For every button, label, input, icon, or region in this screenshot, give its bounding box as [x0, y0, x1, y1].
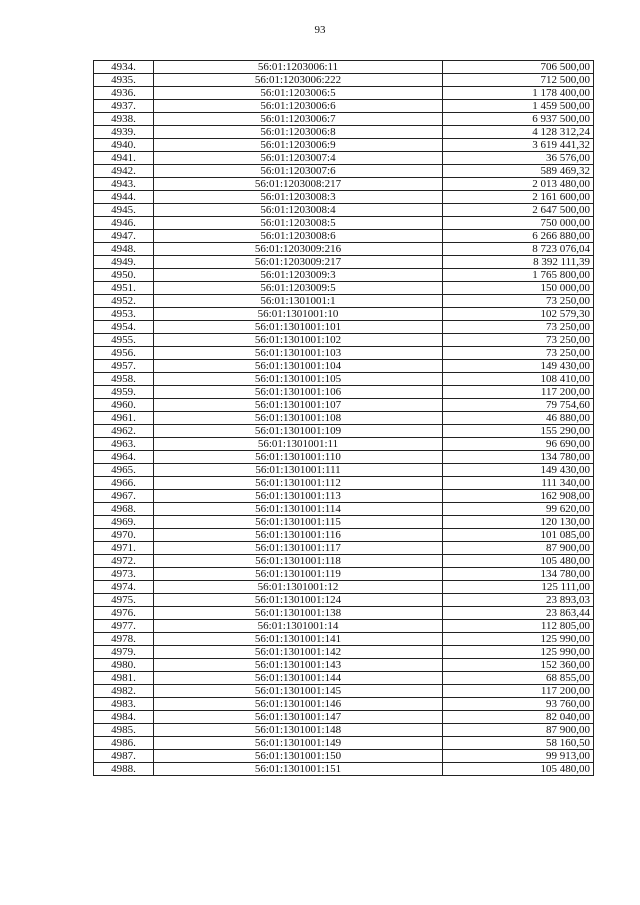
cadastral-value-cell: 23 893,03	[443, 594, 594, 607]
row-number-cell: 4977.	[94, 620, 154, 633]
cadastral-number-cell: 56:01:1301001:1	[154, 295, 443, 308]
table-row	[94, 386, 594, 399]
table-row	[94, 230, 594, 243]
cadastral-value-cell: 712 500,00	[443, 74, 594, 87]
cadastral-value-cell: 149 430,00	[443, 360, 594, 373]
row-number-cell: 4935.	[94, 74, 154, 87]
row-number-cell: 4960.	[94, 399, 154, 412]
table-row	[94, 451, 594, 464]
cadastral-number-cell: 56:01:1301001:116	[154, 529, 443, 542]
cadastral-value-cell: 2 161 600,00	[443, 191, 594, 204]
cadastral-value-cell: 23 863,44	[443, 607, 594, 620]
cadastral-number-cell: 56:01:1301001:124	[154, 594, 443, 607]
table-row	[94, 360, 594, 373]
table-row	[94, 425, 594, 438]
cadastral-number-cell: 56:01:1301001:143	[154, 659, 443, 672]
cadastral-value-cell: 134 780,00	[443, 451, 594, 464]
cadastral-number-cell: 56:01:1203006:7	[154, 113, 443, 126]
table-row	[94, 633, 594, 646]
table-row	[94, 308, 594, 321]
table-row	[94, 568, 594, 581]
cadastral-number-cell: 56:01:1301001:110	[154, 451, 443, 464]
row-number-cell: 4937.	[94, 100, 154, 113]
table-row	[94, 191, 594, 204]
cadastral-number-cell: 56:01:1203008:3	[154, 191, 443, 204]
row-number-cell: 4970.	[94, 529, 154, 542]
cadastral-value-cell: 73 250,00	[443, 321, 594, 334]
cadastral-number-cell: 56:01:1203008:217	[154, 178, 443, 191]
table-row	[94, 100, 594, 113]
cadastral-value-cell: 117 200,00	[443, 386, 594, 399]
cadastral-value-cell: 2 013 480,00	[443, 178, 594, 191]
row-number-cell: 4980.	[94, 659, 154, 672]
cadastral-number-cell: 56:01:1301001:111	[154, 464, 443, 477]
cadastral-number-cell: 56:01:1301001:148	[154, 724, 443, 737]
page-number: 93	[314, 24, 326, 36]
row-number-cell: 4981.	[94, 672, 154, 685]
table-row	[94, 399, 594, 412]
cadastral-value-cell: 125 990,00	[443, 646, 594, 659]
row-number-cell: 4955.	[94, 334, 154, 347]
cadastral-number-cell: 56:01:1203006:5	[154, 87, 443, 100]
cadastral-number-cell: 56:01:1203009:3	[154, 269, 443, 282]
cadastral-value-cell: 79 754,60	[443, 399, 594, 412]
row-number-cell: 4956.	[94, 347, 154, 360]
cadastral-value-cell: 108 410,00	[443, 373, 594, 386]
cadastral-number-cell: 56:01:1203009:217	[154, 256, 443, 269]
cadastral-value-cell: 68 855,00	[443, 672, 594, 685]
cadastral-number-cell: 56:01:1301001:106	[154, 386, 443, 399]
row-number-cell: 4987.	[94, 750, 154, 763]
table-row	[94, 438, 594, 451]
table-row	[94, 607, 594, 620]
table-row	[94, 464, 594, 477]
table-row	[94, 61, 594, 74]
row-number-cell: 4950.	[94, 269, 154, 282]
cadastral-value-table	[93, 60, 594, 776]
table-row	[94, 529, 594, 542]
table-row	[94, 373, 594, 386]
row-number-cell: 4963.	[94, 438, 154, 451]
cadastral-number-cell: 56:01:1301001:11	[154, 438, 443, 451]
row-number-cell: 4966.	[94, 477, 154, 490]
cadastral-value-cell: 6 937 500,00	[443, 113, 594, 126]
cadastral-number-cell: 56:01:1203008:4	[154, 204, 443, 217]
cadastral-value-cell: 162 908,00	[443, 490, 594, 503]
table-row	[94, 698, 594, 711]
cadastral-value-cell: 8 392 111,39	[443, 256, 594, 269]
cadastral-value-cell: 750 000,00	[443, 217, 594, 230]
row-number-cell: 4941.	[94, 152, 154, 165]
cadastral-number-cell: 56:01:1203007:6	[154, 165, 443, 178]
cadastral-value-cell: 82 040,00	[443, 711, 594, 724]
cadastral-number-cell: 56:01:1301001:12	[154, 581, 443, 594]
cadastral-number-cell: 56:01:1301001:151	[154, 763, 443, 776]
row-number-cell: 4988.	[94, 763, 154, 776]
row-number-cell: 4958.	[94, 373, 154, 386]
cadastral-number-cell: 56:01:1301001:101	[154, 321, 443, 334]
cadastral-number-cell: 56:01:1301001:108	[154, 412, 443, 425]
row-number-cell: 4984.	[94, 711, 154, 724]
cadastral-value-cell: 102 579,30	[443, 308, 594, 321]
table-row	[94, 347, 594, 360]
cadastral-value-cell: 99 620,00	[443, 503, 594, 516]
row-number-cell: 4957.	[94, 360, 154, 373]
cadastral-value-cell: 134 780,00	[443, 568, 594, 581]
table-row	[94, 711, 594, 724]
table-row	[94, 87, 594, 100]
cadastral-value-cell: 155 290,00	[443, 425, 594, 438]
cadastral-number-cell: 56:01:1301001:113	[154, 490, 443, 503]
cadastral-number-cell: 56:01:1203006:8	[154, 126, 443, 139]
cadastral-number-cell: 56:01:1203006:222	[154, 74, 443, 87]
row-number-cell: 4940.	[94, 139, 154, 152]
cadastral-number-cell: 56:01:1301001:10	[154, 308, 443, 321]
table-row	[94, 243, 594, 256]
table-row	[94, 269, 594, 282]
table-row	[94, 74, 594, 87]
row-number-cell: 4951.	[94, 282, 154, 295]
table-row	[94, 178, 594, 191]
row-number-cell: 4985.	[94, 724, 154, 737]
cadastral-value-cell: 1 178 400,00	[443, 87, 594, 100]
table-row	[94, 139, 594, 152]
cadastral-value-cell: 1 459 500,00	[443, 100, 594, 113]
row-number-cell: 4948.	[94, 243, 154, 256]
cadastral-number-cell: 56:01:1203008:5	[154, 217, 443, 230]
table-row	[94, 672, 594, 685]
cadastral-value-cell: 87 900,00	[443, 724, 594, 737]
row-number-cell: 4965.	[94, 464, 154, 477]
row-number-cell: 4938.	[94, 113, 154, 126]
row-number-cell: 4978.	[94, 633, 154, 646]
table-row	[94, 477, 594, 490]
cadastral-value-cell: 1 765 800,00	[443, 269, 594, 282]
cadastral-number-cell: 56:01:1301001:144	[154, 672, 443, 685]
cadastral-number-cell: 56:01:1301001:107	[154, 399, 443, 412]
row-number-cell: 4986.	[94, 737, 154, 750]
table-row	[94, 555, 594, 568]
table-row	[94, 581, 594, 594]
cadastral-value-cell: 105 480,00	[443, 555, 594, 568]
cadastral-number-cell: 56:01:1203008:6	[154, 230, 443, 243]
cadastral-number-cell: 56:01:1301001:142	[154, 646, 443, 659]
row-number-cell: 4939.	[94, 126, 154, 139]
cadastral-number-cell: 56:01:1301001:119	[154, 568, 443, 581]
table-row	[94, 620, 594, 633]
cadastral-number-cell: 56:01:1301001:145	[154, 685, 443, 698]
cadastral-number-cell: 56:01:1301001:150	[154, 750, 443, 763]
table-row	[94, 737, 594, 750]
cadastral-value-cell: 111 340,00	[443, 477, 594, 490]
row-number-cell: 4943.	[94, 178, 154, 191]
table-row	[94, 685, 594, 698]
cadastral-value-cell: 3 619 441,32	[443, 139, 594, 152]
cadastral-number-cell: 56:01:1301001:109	[154, 425, 443, 438]
cadastral-value-cell: 58 160,50	[443, 737, 594, 750]
row-number-cell: 4972.	[94, 555, 154, 568]
cadastral-number-cell: 56:01:1301001:149	[154, 737, 443, 750]
row-number-cell: 4983.	[94, 698, 154, 711]
cadastral-number-cell: 56:01:1301001:138	[154, 607, 443, 620]
cadastral-value-cell: 8 723 076,04	[443, 243, 594, 256]
row-number-cell: 4969.	[94, 516, 154, 529]
cadastral-number-cell: 56:01:1301001:141	[154, 633, 443, 646]
cadastral-value-cell: 93 760,00	[443, 698, 594, 711]
cadastral-value-cell: 149 430,00	[443, 464, 594, 477]
row-number-cell: 4942.	[94, 165, 154, 178]
table-row	[94, 256, 594, 269]
cadastral-value-cell: 117 200,00	[443, 685, 594, 698]
cadastral-value-cell: 125 990,00	[443, 633, 594, 646]
cadastral-value-cell: 46 880,00	[443, 412, 594, 425]
table-body	[94, 61, 594, 776]
cadastral-value-cell: 589 469,32	[443, 165, 594, 178]
cadastral-number-cell: 56:01:1203007:4	[154, 152, 443, 165]
row-number-cell: 4964.	[94, 451, 154, 464]
table-row	[94, 217, 594, 230]
cadastral-number-cell: 56:01:1301001:115	[154, 516, 443, 529]
row-number-cell: 4974.	[94, 581, 154, 594]
table-row	[94, 659, 594, 672]
cadastral-number-cell: 56:01:1301001:114	[154, 503, 443, 516]
cadastral-value-cell: 125 111,00	[443, 581, 594, 594]
row-number-cell: 4976.	[94, 607, 154, 620]
row-number-cell: 4953.	[94, 308, 154, 321]
table-row	[94, 334, 594, 347]
cadastral-value-cell: 112 805,00	[443, 620, 594, 633]
table-row	[94, 165, 594, 178]
row-number-cell: 4944.	[94, 191, 154, 204]
row-number-cell: 4936.	[94, 87, 154, 100]
cadastral-value-cell: 73 250,00	[443, 334, 594, 347]
row-number-cell: 4968.	[94, 503, 154, 516]
row-number-cell: 4962.	[94, 425, 154, 438]
cadastral-number-cell: 56:01:1203006:11	[154, 61, 443, 74]
table-row	[94, 126, 594, 139]
row-number-cell: 4967.	[94, 490, 154, 503]
cadastral-value-cell: 105 480,00	[443, 763, 594, 776]
table-row	[94, 646, 594, 659]
row-number-cell: 4934.	[94, 61, 154, 74]
cadastral-value-cell: 99 913,00	[443, 750, 594, 763]
row-number-cell: 4945.	[94, 204, 154, 217]
cadastral-value-cell: 120 130,00	[443, 516, 594, 529]
table-row	[94, 113, 594, 126]
row-number-cell: 4959.	[94, 386, 154, 399]
table-row	[94, 750, 594, 763]
cadastral-number-cell: 56:01:1301001:118	[154, 555, 443, 568]
table-row	[94, 724, 594, 737]
row-number-cell: 4979.	[94, 646, 154, 659]
cadastral-number-cell: 56:01:1301001:112	[154, 477, 443, 490]
table-row	[94, 763, 594, 776]
row-number-cell: 4971.	[94, 542, 154, 555]
table-row	[94, 282, 594, 295]
cadastral-number-cell: 56:01:1301001:102	[154, 334, 443, 347]
cadastral-number-cell: 56:01:1203009:5	[154, 282, 443, 295]
cadastral-value-cell: 36 576,00	[443, 152, 594, 165]
row-number-cell: 4954.	[94, 321, 154, 334]
row-number-cell: 4947.	[94, 230, 154, 243]
cadastral-value-cell: 73 250,00	[443, 347, 594, 360]
cadastral-number-cell: 56:01:1301001:104	[154, 360, 443, 373]
cadastral-number-cell: 56:01:1203006:9	[154, 139, 443, 152]
cadastral-value-cell: 101 085,00	[443, 529, 594, 542]
row-number-cell: 4982.	[94, 685, 154, 698]
cadastral-number-cell: 56:01:1301001:147	[154, 711, 443, 724]
cadastral-value-cell: 152 360,00	[443, 659, 594, 672]
table-row	[94, 516, 594, 529]
table-row	[94, 152, 594, 165]
cadastral-value-cell: 150 000,00	[443, 282, 594, 295]
table-row	[94, 295, 594, 308]
table-row	[94, 412, 594, 425]
table-row	[94, 321, 594, 334]
cadastral-number-cell: 56:01:1301001:146	[154, 698, 443, 711]
cadastral-value-cell: 73 250,00	[443, 295, 594, 308]
cadastral-value-cell: 6 266 880,00	[443, 230, 594, 243]
table-row	[94, 503, 594, 516]
cadastral-number-cell: 56:01:1203009:216	[154, 243, 443, 256]
table-row	[94, 204, 594, 217]
row-number-cell: 4961.	[94, 412, 154, 425]
row-number-cell: 4975.	[94, 594, 154, 607]
row-number-cell: 4973.	[94, 568, 154, 581]
cadastral-value-cell: 96 690,00	[443, 438, 594, 451]
cadastral-value-cell: 4 128 312,24	[443, 126, 594, 139]
cadastral-value-cell: 2 647 500,00	[443, 204, 594, 217]
table-row	[94, 490, 594, 503]
row-number-cell: 4949.	[94, 256, 154, 269]
table-row	[94, 542, 594, 555]
cadastral-number-cell: 56:01:1301001:14	[154, 620, 443, 633]
cadastral-value-cell: 706 500,00	[443, 61, 594, 74]
row-number-cell: 4952.	[94, 295, 154, 308]
cadastral-value-cell: 87 900,00	[443, 542, 594, 555]
cadastral-number-cell: 56:01:1203006:6	[154, 100, 443, 113]
cadastral-number-cell: 56:01:1301001:103	[154, 347, 443, 360]
table-row	[94, 594, 594, 607]
row-number-cell: 4946.	[94, 217, 154, 230]
cadastral-number-cell: 56:01:1301001:117	[154, 542, 443, 555]
cadastral-number-cell: 56:01:1301001:105	[154, 373, 443, 386]
